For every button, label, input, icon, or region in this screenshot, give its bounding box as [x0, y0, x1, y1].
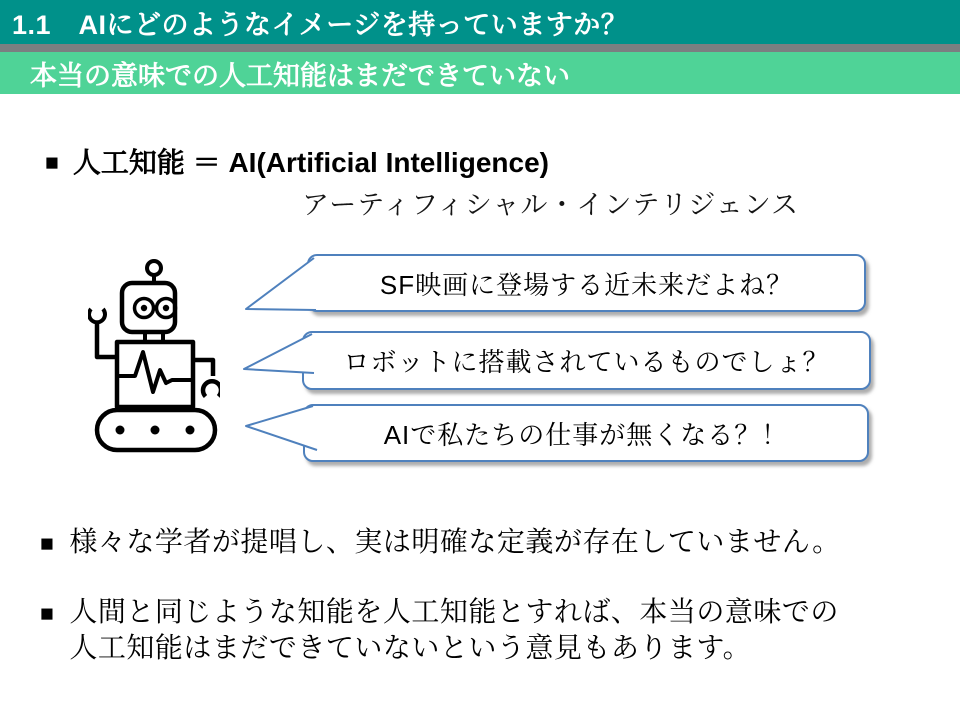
callout-tail-3	[246, 406, 317, 450]
callout-bubble-sf-movie	[307, 254, 866, 312]
bullet-no-definition	[40, 524, 841, 560]
bullet-square-icon: ■	[40, 530, 55, 556]
bullet-square-icon: ■	[40, 600, 55, 626]
definition-text: 人工知能 ＝ AI(Artificial Intelligence)	[72, 147, 549, 178]
bullet-text: 様々な学者が提唱し、実は明確な定義が存在していません。	[69, 526, 841, 557]
divider-strip	[0, 44, 960, 52]
callout-bubble-jobs	[303, 404, 869, 462]
slide-title: 1.1 AIにどのようなイメージを持っていますか？	[12, 9, 629, 40]
bullet-square-icon: ■	[45, 148, 59, 175]
callout-text: SF映画に登場する近未来だよね？	[379, 269, 794, 300]
bullet-not-yet-achieved	[40, 594, 839, 666]
callout-text: AIで私たちの仕事が無くなる？！	[383, 419, 789, 450]
callout-tails	[228, 245, 328, 470]
callout-text: ロボットに搭載されているものでしょ？	[343, 347, 830, 377]
slide-subtitle: 本当の意味での人工知能はまだできていない	[30, 60, 570, 91]
definition-line	[45, 141, 549, 181]
title-bar	[0, 0, 960, 44]
subtitle-bar	[0, 52, 960, 94]
definition-katakana: アーティフィシャル・インテリジェンス	[302, 190, 799, 220]
robot-icon	[88, 250, 220, 455]
bullet-text: 人間と同じような知能を人工知能とすれば、本当の意味での 人工知能はまだできていないという意見もあります。	[69, 596, 839, 663]
callout-bubble-robot	[302, 331, 871, 390]
callout-tail-2	[244, 334, 314, 373]
callout-tail-1	[246, 258, 316, 310]
